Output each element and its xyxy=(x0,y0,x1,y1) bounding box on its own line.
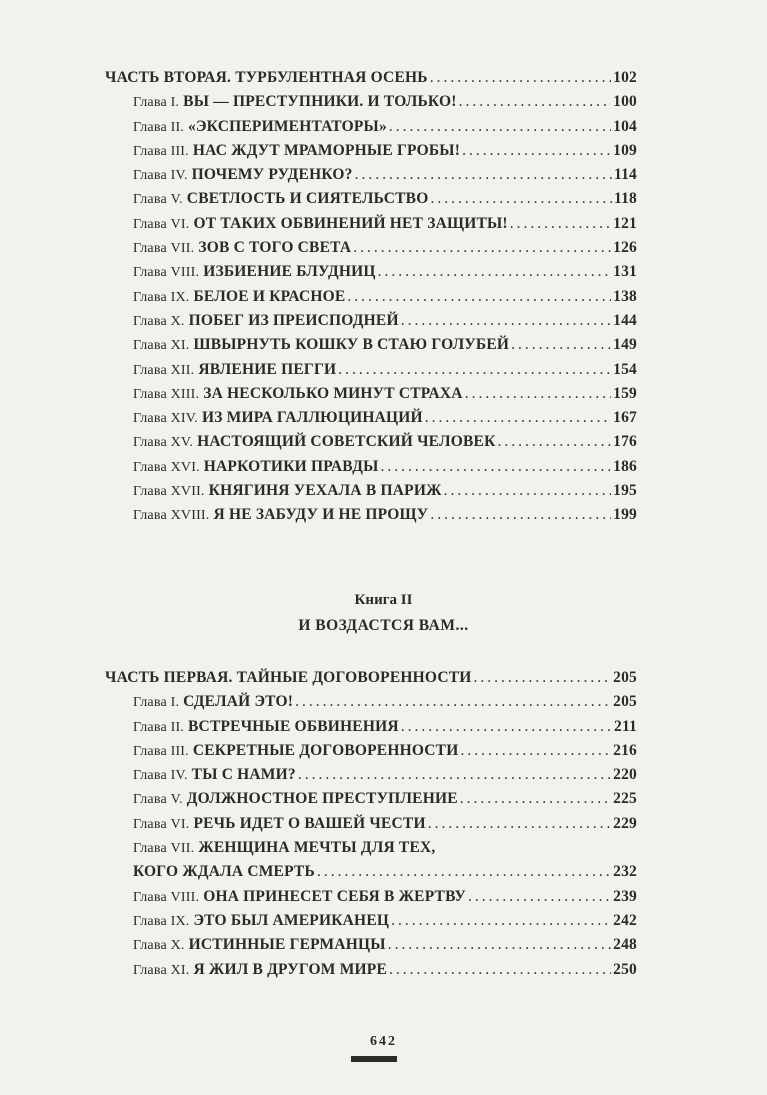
chapter-prefix: Глава V. xyxy=(133,192,183,208)
leader-dots xyxy=(462,139,611,163)
chapter-name: ЗОВ С ТОГО СВЕТА xyxy=(198,239,352,257)
toc-chapter-row[interactable] xyxy=(105,739,637,763)
chapter-name: НАСТОЯЩИЙ СОВЕТСКИЙ ЧЕЛОВЕК xyxy=(197,433,496,451)
toc-chapter-row[interactable] xyxy=(105,285,637,309)
chapter-prefix: Глава II. xyxy=(133,119,185,135)
leader-dots xyxy=(510,212,611,236)
book-label: Книга II xyxy=(354,592,413,608)
chapter-prefix: Глава XVII. xyxy=(133,484,205,500)
toc-chapter-row[interactable] xyxy=(105,309,637,333)
toc-chapter-row[interactable] xyxy=(105,503,637,527)
chapter-title xyxy=(133,139,460,164)
chapter-prefix: Глава IX. xyxy=(133,289,190,305)
chapter-name: ИСТИННЫЕ ГЕРМАНЦЫ xyxy=(188,936,386,954)
chapter-title xyxy=(133,285,345,310)
page-number: 642 xyxy=(370,1034,397,1049)
chapter-prefix: Глава XII. xyxy=(133,362,195,378)
chapter-prefix: Глава XIII. xyxy=(133,386,200,402)
chapter-page-number: 186 xyxy=(613,457,637,475)
chapter-prefix: Глава IX. xyxy=(133,913,190,929)
part-page-number: 102 xyxy=(613,69,637,86)
chapter-title xyxy=(133,382,463,407)
chapter-title xyxy=(133,236,351,261)
chapter-title xyxy=(133,163,353,188)
leader-dots xyxy=(298,763,611,787)
chapter-prefix: Глава III. xyxy=(133,743,189,759)
chapter-title xyxy=(133,933,386,958)
toc-chapter-row[interactable] xyxy=(105,933,637,957)
chapter-prefix: Глава V. xyxy=(133,792,183,808)
chapter-page-number: 114 xyxy=(614,166,637,184)
toc-chapter-row[interactable] xyxy=(105,430,637,454)
toc-chapter-row[interactable] xyxy=(105,479,637,503)
chapter-name: ШВЫРНУТЬ КОШКУ В СТАЮ ГОЛУБЕЙ xyxy=(193,336,510,354)
chapter-prefix: Глава VII. xyxy=(133,241,195,257)
leader-dots xyxy=(430,503,611,527)
leader-dots xyxy=(428,812,611,836)
chapter-name: ПОБЕГ ИЗ ПРЕИСПОДНЕЙ xyxy=(188,311,399,329)
chapter-page-number: 225 xyxy=(613,790,637,808)
chapter-page-number: 248 xyxy=(613,936,637,954)
leader-dots xyxy=(391,909,611,933)
chapter-page-number: 239 xyxy=(613,887,637,905)
chapter-title xyxy=(133,479,442,504)
chapter-title xyxy=(133,739,458,764)
chapter-name: ТЫ С НАМИ? xyxy=(191,766,296,784)
chapter-title xyxy=(133,836,435,861)
chapter-title xyxy=(133,690,293,715)
leader-dots xyxy=(465,382,611,406)
chapter-page-number: 250 xyxy=(613,960,637,978)
chapter-name: ОТ ТАКИХ ОБВИНЕНИЙ НЕТ ЗАЩИТЫ! xyxy=(193,214,508,232)
chapter-prefix: Глава IV. xyxy=(133,768,188,784)
chapter-prefix: Глава XI. xyxy=(133,962,190,978)
chapter-page-number: 220 xyxy=(613,766,637,784)
chapter-prefix: Глава X. xyxy=(133,938,185,954)
leader-dots xyxy=(353,236,611,260)
toc-chapter-row[interactable] xyxy=(105,715,637,739)
chapter-title xyxy=(133,909,389,934)
chapter-title xyxy=(133,187,428,212)
leader-dots xyxy=(511,333,611,357)
chapter-name: СВЕТЛОСТЬ И СИЯТЕЛЬСТВО xyxy=(186,190,429,208)
leader-dots xyxy=(388,933,611,957)
chapter-title xyxy=(133,715,399,740)
chapter-prefix: Глава III. xyxy=(133,143,189,159)
chapter-name: ЖЕНЩИНА МЕЧТЫ ДЛЯ ТЕХ, xyxy=(198,839,436,857)
chapter-name: Я ЖИЛ В ДРУГОМ МИРЕ xyxy=(193,960,388,978)
chapter-name: Я НЕ ЗАБУДУ И НЕ ПРОЩУ xyxy=(213,506,429,524)
chapter-name: РЕЧЬ ИДЕТ О ВАШЕЙ ЧЕСТИ xyxy=(193,814,426,832)
chapter-prefix: Глава IV. xyxy=(133,168,188,184)
chapter-prefix: Глава VI. xyxy=(133,216,190,232)
chapter-name: ЗА НЕСКОЛЬКО МИНУТ СТРАХА xyxy=(203,384,463,402)
chapter-name: НАРКОТИКИ ПРАВДЫ xyxy=(203,457,379,475)
toc-chapter-row[interactable] xyxy=(105,236,637,260)
chapter-name: СЕКРЕТНЫЕ ДОГОВОРЕННОСТИ xyxy=(192,741,459,759)
chapter-page-number: 149 xyxy=(613,336,637,354)
leader-dots xyxy=(381,455,612,479)
toc-chapter-continuation[interactable] xyxy=(105,860,637,884)
part-title: ЧАСТЬ ВТОРАЯ. ТУРБУЛЕНТНАЯ ОСЕНЬ xyxy=(105,69,428,86)
chapter-title xyxy=(133,212,508,237)
leader-dots xyxy=(498,430,612,454)
chapter-page-number: 144 xyxy=(613,311,637,329)
chapter-title xyxy=(133,812,426,837)
chapter-prefix: Глава VIII. xyxy=(133,265,200,281)
leader-dots xyxy=(317,860,611,884)
chapter-title xyxy=(133,763,296,788)
chapter-page-number: 138 xyxy=(613,287,637,305)
chapter-title xyxy=(133,309,399,334)
toc-chapter-row[interactable] xyxy=(105,812,637,836)
chapter-prefix: Глава X. xyxy=(133,313,185,329)
part-title: ЧАСТЬ ПЕРВАЯ. ТАЙНЫЕ ДОГОВОРЕННОСТИ xyxy=(105,669,472,686)
leader-dots xyxy=(460,739,611,763)
chapter-title xyxy=(133,333,509,358)
leader-dots xyxy=(430,187,612,211)
chapter-page-number: 167 xyxy=(613,409,637,427)
chapter-title xyxy=(133,958,387,983)
chapter-name: СДЕЛАЙ ЭТО! xyxy=(183,693,294,711)
leader-dots xyxy=(474,666,612,690)
leader-dots xyxy=(378,260,611,284)
toc-chapter-row[interactable] xyxy=(105,187,637,211)
chapter-title xyxy=(133,406,423,431)
toc-part-one xyxy=(105,666,637,982)
toc-chapter-row[interactable] xyxy=(105,260,637,284)
chapter-name: ПОЧЕМУ РУДЕНКО? xyxy=(191,166,353,184)
chapter-page-number: 199 xyxy=(613,506,637,524)
toc-chapter-row[interactable] xyxy=(105,690,637,714)
chapter-title xyxy=(133,455,379,480)
toc-chapter-row[interactable] xyxy=(105,836,637,860)
chapter-name: ВЫ — ПРЕСТУПНИКИ. И ТОЛЬКО! xyxy=(183,93,457,111)
leader-dots xyxy=(468,885,611,909)
toc-chapter-row[interactable] xyxy=(105,212,637,236)
leader-dots xyxy=(460,787,611,811)
chapter-name: ИЗБИЕНИЕ БЛУДНИЦ xyxy=(203,263,376,281)
chapter-prefix: Глава II. xyxy=(133,719,185,735)
leader-dots xyxy=(389,115,611,139)
toc-chapter-row[interactable] xyxy=(105,115,637,139)
chapter-prefix: Глава VIII. xyxy=(133,889,200,905)
toc-chapter-row[interactable] xyxy=(105,787,637,811)
toc-chapter-row[interactable] xyxy=(105,382,637,406)
chapter-page-number: 176 xyxy=(613,433,637,451)
leader-dots xyxy=(430,66,611,90)
leader-dots xyxy=(295,690,611,714)
chapter-prefix: Глава XV. xyxy=(133,435,194,451)
toc-chapter-row[interactable] xyxy=(105,455,637,479)
chapter-page-number: 229 xyxy=(613,814,637,832)
chapter-name: ОНА ПРИНЕСЕТ СЕБЯ В ЖЕРТВУ xyxy=(203,887,466,905)
leader-dots xyxy=(401,715,612,739)
chapter-prefix: Глава XI. xyxy=(133,338,190,354)
toc-chapter-row[interactable] xyxy=(105,958,637,982)
chapter-title xyxy=(133,885,466,910)
chapter-name: КНЯГИНЯ УЕХАЛА В ПАРИЖ xyxy=(208,482,442,500)
chapter-title xyxy=(133,115,387,140)
chapter-title xyxy=(133,430,496,455)
chapter-list xyxy=(105,690,637,982)
chapter-prefix: Глава I. xyxy=(133,695,180,711)
chapter-name: ЯВЛЕНИЕ ПЕГГИ xyxy=(198,360,337,378)
chapter-name: ВСТРЕЧНЫЕ ОБВИНЕНИЯ xyxy=(188,717,399,735)
leader-dots xyxy=(347,285,611,309)
book-title: И ВОЗДАСТСЯ ВАМ... xyxy=(298,617,469,634)
leader-dots xyxy=(355,163,612,187)
chapter-prefix: Глава XVIII. xyxy=(133,508,210,524)
leader-dots xyxy=(444,479,612,503)
toc-part-heading[interactable] xyxy=(105,666,637,690)
chapter-page-number: 195 xyxy=(613,482,637,500)
leader-dots xyxy=(389,958,611,982)
chapter-name-continued: КОГО ЖДАЛА СМЕРТЬ xyxy=(133,863,315,881)
toc-chapter-row[interactable] xyxy=(105,358,637,382)
toc-chapter-row[interactable] xyxy=(105,90,637,114)
chapter-list xyxy=(105,90,637,527)
chapter-prefix: Глава VII. xyxy=(133,841,195,857)
part-page-number: 205 xyxy=(613,669,637,686)
chapter-title xyxy=(133,260,376,285)
chapter-prefix: Глава I. xyxy=(133,95,180,111)
chapter-name: БЕЛОЕ И КРАСНОЕ xyxy=(193,287,346,305)
chapter-page-number: 216 xyxy=(613,741,637,759)
chapter-page-number: 100 xyxy=(613,93,637,111)
leader-dots xyxy=(338,358,611,382)
chapter-prefix: Глава XIV. xyxy=(133,411,198,427)
chapter-title xyxy=(133,503,428,528)
chapter-page-number: 121 xyxy=(613,214,637,232)
toc-chapter-row[interactable] xyxy=(105,406,637,430)
toc-chapter-row[interactable] xyxy=(105,163,637,187)
toc-part-heading[interactable] xyxy=(105,66,637,90)
chapter-page-number: 242 xyxy=(613,911,637,929)
chapter-name: ЭТО БЫЛ АМЕРИКАНЕЦ xyxy=(193,911,390,929)
chapter-prefix: Глава VI. xyxy=(133,816,190,832)
page-number-bar xyxy=(351,1056,397,1062)
chapter-prefix: Глава XVI. xyxy=(133,459,200,475)
leader-dots xyxy=(425,406,611,430)
toc-chapter-row[interactable] xyxy=(105,139,637,163)
toc-chapter-row[interactable] xyxy=(105,763,637,787)
chapter-page-number: 104 xyxy=(613,117,637,135)
chapter-name: ИЗ МИРА ГАЛЛЮЦИНАЦИЙ xyxy=(201,409,423,427)
toc-chapter-row[interactable] xyxy=(105,909,637,933)
chapter-title xyxy=(133,90,457,115)
toc-chapter-row[interactable] xyxy=(105,333,637,357)
chapter-page-number: 205 xyxy=(613,693,637,711)
chapter-title xyxy=(133,787,458,812)
chapter-page-number: 232 xyxy=(613,863,637,881)
chapter-page-number: 131 xyxy=(613,263,637,281)
chapter-page-number: 159 xyxy=(613,384,637,402)
chapter-page-number: 126 xyxy=(613,239,637,257)
chapter-name: НАС ЖДУТ МРАМОРНЫЕ ГРОБЫ! xyxy=(192,141,461,159)
chapter-page-number: 211 xyxy=(614,717,637,735)
toc-chapter-row[interactable] xyxy=(105,885,637,909)
chapter-page-number: 154 xyxy=(613,360,637,378)
leader-dots xyxy=(401,309,611,333)
toc-part-two xyxy=(105,66,637,528)
chapter-page-number: 118 xyxy=(614,190,637,208)
chapter-title xyxy=(133,358,336,383)
chapter-name: ДОЛЖНОСТНОЕ ПРЕСТУПЛЕНИЕ xyxy=(186,790,458,808)
chapter-page-number: 109 xyxy=(613,141,637,159)
chapter-name: «ЭКСПЕРИМЕНТАТОРЫ» xyxy=(188,117,387,135)
leader-dots xyxy=(459,90,612,114)
